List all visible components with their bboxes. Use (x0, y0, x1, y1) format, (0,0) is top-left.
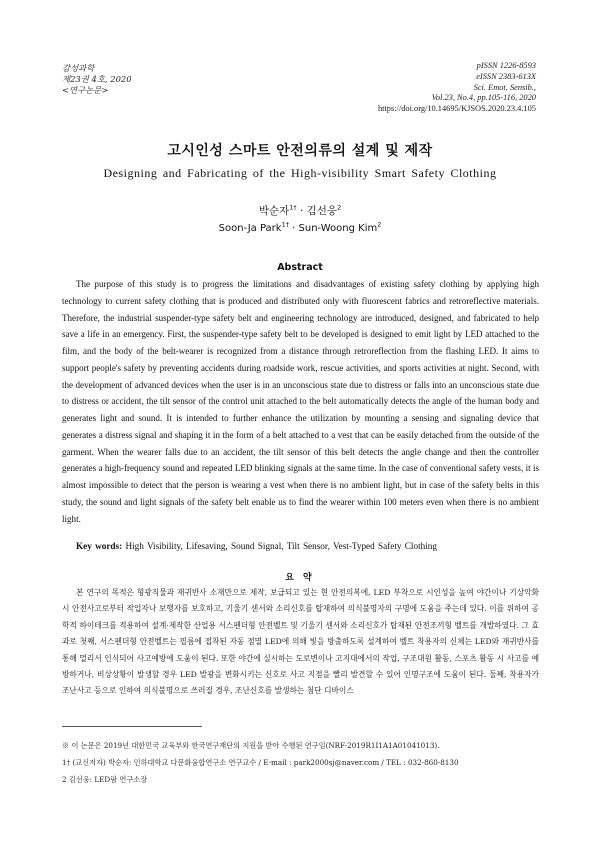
keywords-list: High Visibility, Lifesaving, Sound Signal, Tilt Sensor, Vest-Typed Safety Clothing (125, 541, 437, 551)
title-english: Designing and Fabricating of the High-visibility Smart Safety Clothing (103, 166, 497, 180)
korean-abstract-heading: 요 약 (285, 573, 315, 583)
title-korean: 고시인성 스마트 안전의류의 설계 및 제작 (167, 143, 433, 159)
footnote-corresponding: 1† (교신저자) 박순자: 인하대학교 다문화융합연구소 연구교수 / E-mail : park2000sj@naver.com / TEL : 032-860-8130 (62, 757, 459, 767)
abstract-heading: Abstract (277, 262, 323, 273)
authors-korean (0, 203, 600, 218)
eissn: eISSN 2383-613X (476, 71, 536, 81)
footnote-funding: ※ 이 논문은 2019년 대한민국 교육부와 한국연구재단의 지원을 받아 수행된 연구임(NRF-2019R1I1A1A01041013). (62, 741, 440, 750)
abstract-body: The purpose of this study is to progress the limitations and disadvantages of existing safety clothing by applying high technology to current safety clothing that is produced and distributed only with fluorescent fabrics and retroreflective materials. Therefore, the industrial suspender-type safety belt and engineering technology are introduced, designed, and fabricated to help save a life in an emergency. First, the suspender-type safety belt to be developed is designed to emit light by LED attached to the film, and the body of the belt-wearer is recognized from a distance through retroreflection from the flashing LED. It aims to support people's safety by preventing accidents during roadside work, rescue activities, and sports activities at night. Second, with the development of advanced devices when the user is in an unconscious state due to distress or falls into an unconscious state due to distress or accident, the tilt sensor of the control unit attached to the belt automatically detects the angle of the human body and generates light and sound. It is intended to further enhance the utilization by mounting a sensing and signaling device that generates a distress signal and shaping it in the form of a belt attached to a vest that can be easily detached from the outside of the garment. When the wearer falls due to an accident, the tilt sensor of this belt detects the angle change and then the controller generates a high-frequency sound and repeated LED blinking signals at the same time. In the case of conventional safety vests, it is almost impossible to detect that the person is wearing a vest when there is no ambient light, but in case of the safety belts in this study, the sound and light signals of the safety belt enable us to find the wearer within 100 meters even when there is no ambient light. (62, 279, 539, 524)
author-1-ko: 박순자 (258, 205, 290, 217)
author-1-en-affil: 1 (281, 220, 286, 229)
keywords (76, 541, 437, 551)
journal-volume-ko: 제23권 4호, 2020 (62, 74, 132, 84)
journal-header-left (62, 63, 132, 96)
article-type: <연구논문> (62, 85, 109, 95)
footnote-divider (62, 726, 202, 727)
korean-abstract-body: 본 연구의 목적은 형광직물과 재귀반사 소재만으로 제작, 보급되고 있는 현 안전의복에, LED 부착으로 시인성을 높여 야간이나 기상악화 시 안전사고로부터 작업자나 보행자를 보호하고, 기울기 센서와 소리신호를 탑재하여 의식불명자의 구명에 도움을 주는데 있다. 이를 위하여 공학적 하이테크를 적용하여 설계·제작한 산업용 서스펜더형 안전벨트 및 기울기 센서와 소리신호가 탑재된 안전조끼형 벨트를 개발하였다. 그 효과로 첫째, 서스펜더형 안전벨트는 필름에 접착된 자동 점멸 LED에 의해 빛을 방출하도록 설계하여 벨트 착용자의 신체는 LED와 재귀반사를 통해 멀리서 인식되어 사고예방에 도움이 된다. 또한 야간에 실시하는 도로변이나 고지대에서의 작업, 구조대원 활동, 스포츠 활동 시 사고를 예방하거나, 비상상황이 발생할 경우 LED 발광을 변화시키는 신호로 사고 지점을 빨리 발견할 수 있어 인명구조에 도움이 된다. 둘째, 착용자가 조난사고 등으로 인하여 의식불명으로 쓰러질 경우, 조난신호를 발생하는 첨단 디바이스 (62, 588, 539, 696)
author-2-en-affil: 2 (377, 220, 382, 229)
author-separator: · (296, 205, 307, 217)
author-separator-en: · (288, 223, 299, 234)
footnote-author-2: 2 김선웅: LED팜 연구소장 (62, 774, 148, 784)
keywords-label: Key words: (76, 541, 123, 551)
author-2-ko-affil: 2 (337, 203, 342, 212)
authors-english (0, 220, 600, 234)
journal-abbrev: Sci. Emot. Sensib., (473, 82, 536, 92)
author-1-ko-affil: 1† (289, 203, 297, 212)
journal-name-ko: 감성과학 (62, 63, 95, 73)
volume-info: Vol.23, No.4, pp.105-116, 2020 (431, 93, 536, 103)
pissn: pISSN 1226-8593 (476, 61, 536, 70)
author-1-en: Soon-Ja Park (218, 223, 282, 234)
footnotes (62, 738, 459, 788)
journal-header-right (378, 61, 536, 115)
doi-link[interactable]: https://doi.org/10.14695/KJSOS.2020.23.4.105 (377, 104, 536, 114)
author-2-en: Sun-Woong Kim (298, 223, 378, 234)
corresponding-author-dagger: † (285, 220, 289, 229)
author-2-ko: 김선웅 (306, 205, 338, 217)
